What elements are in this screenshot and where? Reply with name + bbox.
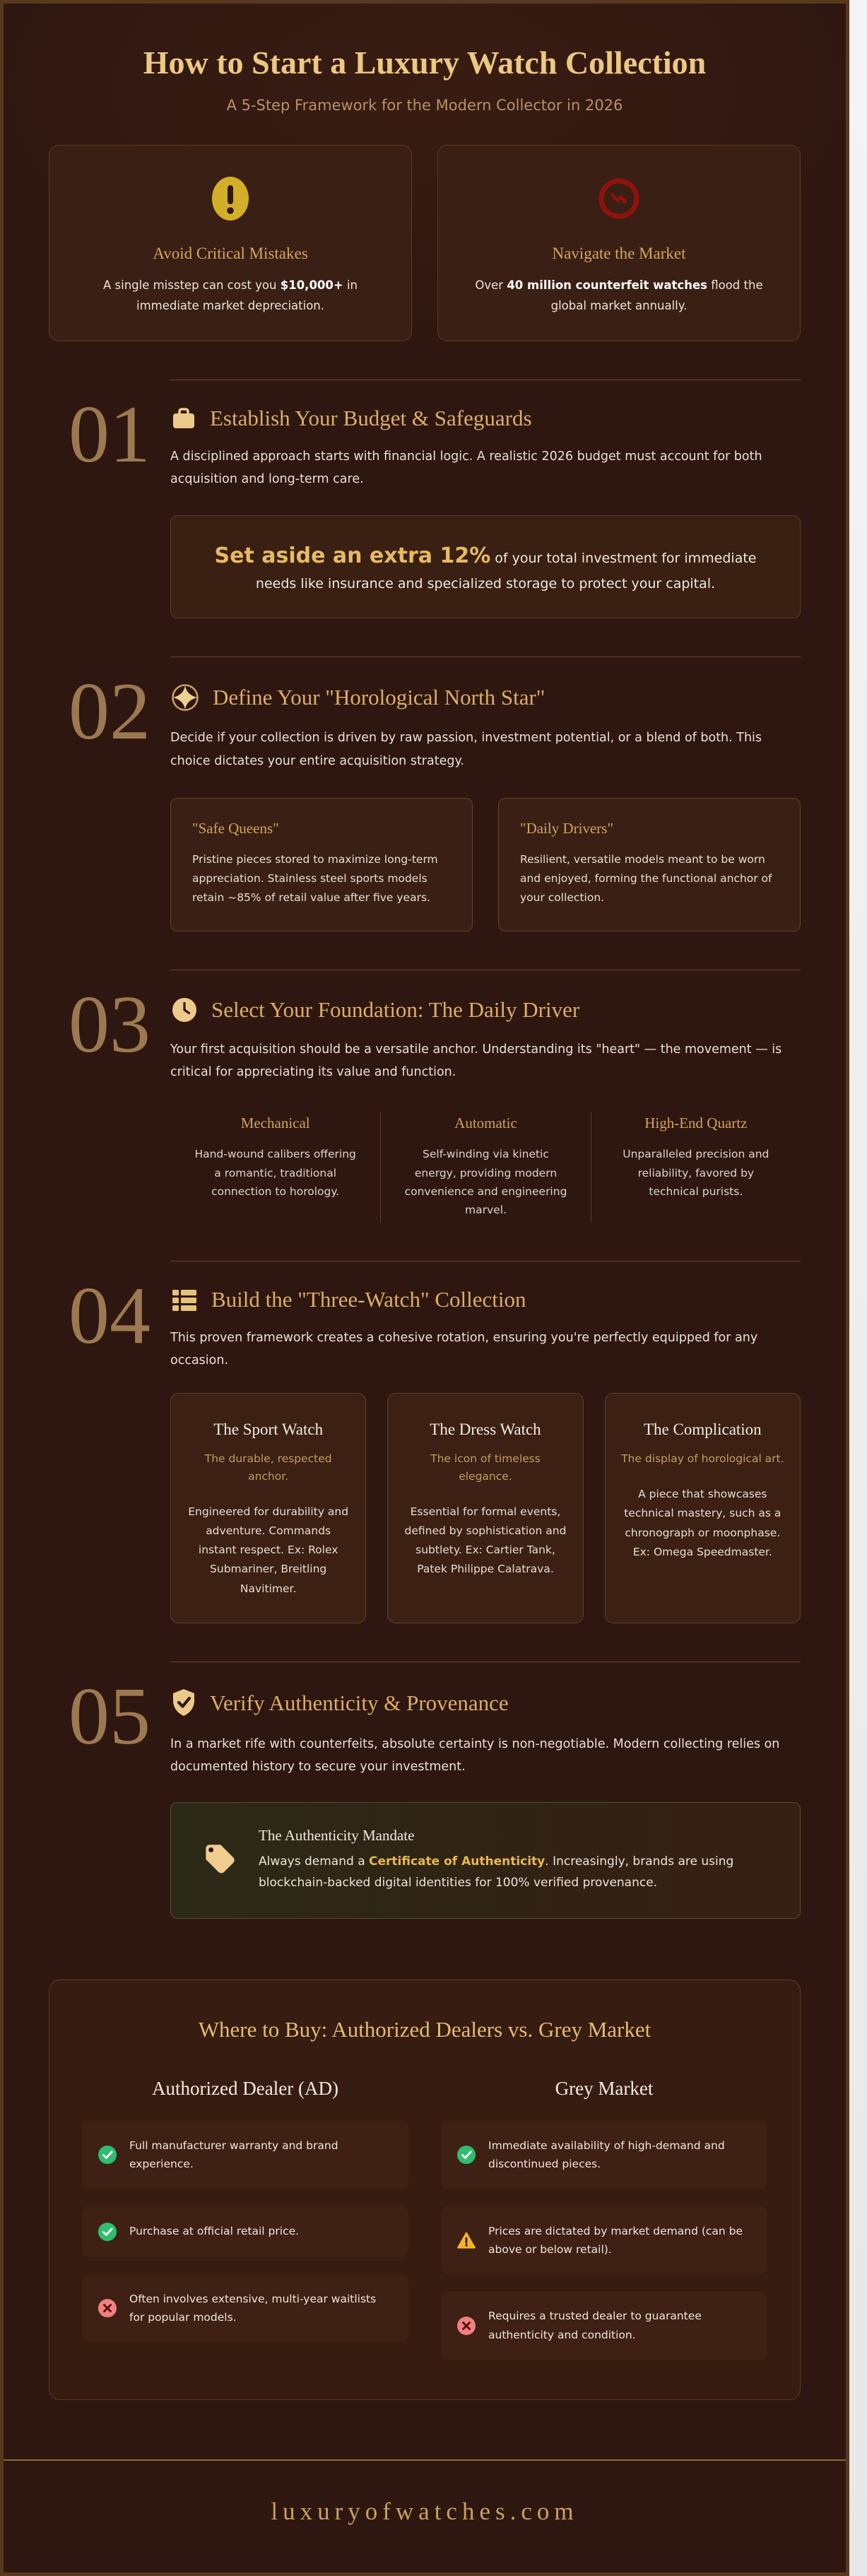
step-title: Verify Authenticity & Provenance — [210, 1690, 509, 1715]
card-title: "Safe Queens" — [192, 820, 279, 837]
daily-drivers-card — [498, 798, 801, 931]
cross-circle-icon — [456, 2316, 476, 2336]
intro-card-title: Avoid Critical Mistakes — [153, 245, 308, 263]
check-circle-icon — [98, 2222, 117, 2242]
page-title: How to Start a Luxury Watch Collection — [143, 45, 707, 81]
list-grid-icon — [170, 1287, 199, 1312]
intro-card-mistakes — [49, 145, 412, 341]
authorized-dealer-column — [82, 2078, 408, 2360]
clock-icon — [170, 996, 199, 1024]
card-body: Essential for formal events, defined by sophistication and subtlety. Ex: Cartier Tank, Patek Philippe Calatrava. — [404, 1505, 567, 1576]
exclamation-icon — [71, 171, 390, 226]
step-04 — [49, 1261, 801, 1623]
dress-watch-card — [387, 1393, 583, 1623]
list-item — [441, 2121, 767, 2189]
step-03 — [49, 970, 801, 1223]
card-title: "Daily Drivers" — [520, 820, 614, 837]
step-number: 02 — [69, 666, 151, 758]
cross-circle-icon — [98, 2298, 117, 2318]
column-title: Automatic — [454, 1114, 517, 1132]
card-title: The Dress Watch — [430, 1421, 541, 1439]
grey-market-column — [441, 2078, 767, 2360]
card-body: Resilient, versatile models meant to be worn and enjoyed, forming the functional anchor of your collection. — [520, 853, 772, 905]
step-description: Your first acquisition should be a versatile anchor. Understanding its "heart" — the movement — is critical for appreciating its value and function. — [170, 1042, 782, 1079]
card-body: Engineered for durability and adventure. Commands instant respect. Ex: Rolex Submariner, Breitling Navitimer. — [188, 1505, 349, 1595]
callout-highlight: Set aside an extra 12% — [214, 543, 491, 568]
step-description: In a market rife with counterfeits, absolute certainty is non-negotiable. Modern collecting relies on documented history to secure your investment. — [170, 1736, 780, 1775]
sport-watch-card — [170, 1393, 366, 1623]
list-item — [441, 2206, 767, 2275]
intro-card-body: A single misstep can cost you $10,000+ in immediate market depreciation. — [102, 278, 358, 312]
step-title: Select Your Foundation: The Daily Driver — [211, 996, 580, 1022]
card-title: The Sport Watch — [213, 1421, 324, 1439]
step-05 — [49, 1662, 801, 1919]
column-title: Mechanical — [240, 1114, 310, 1132]
warning-triangle-icon — [456, 2230, 476, 2250]
header — [49, 4, 801, 114]
step-description: A disciplined approach starts with financial logic. A realistic 2026 budget must account for both acquisition and long-term care. — [170, 449, 762, 487]
shield-check-icon — [170, 1688, 197, 1719]
mandate-body: Always demand a Certificate of Authenticity. Increasingly, brands are using blockchain-backed digital identities for 100% verified provenance. — [259, 1854, 734, 1890]
check-circle-icon — [98, 2145, 117, 2165]
intro-cards — [49, 145, 801, 341]
website-url: luxuryofwatches.com — [271, 2497, 579, 2525]
tag-icon — [199, 1840, 237, 1881]
list-item — [82, 2121, 408, 2189]
where-to-buy-card — [49, 1980, 801, 2400]
callout-text: of your total investment for immediate needs like insurance and specialized storage to protect your capital. — [255, 550, 757, 592]
trend-down-icon — [459, 171, 779, 226]
column-body: Self-winding via kinetic energy, providing modern convenience and engineering marvel. — [404, 1148, 567, 1217]
column-body: Hand-wound calibers offering a romantic, traditional connection to horology. — [194, 1148, 356, 1199]
briefcase-icon — [170, 406, 197, 431]
list-item — [82, 2274, 408, 2343]
step-description: Decide if your collection is driven by raw passion, investment potential, or a blend of both. This choice dictates your entire acquisition strategy. — [170, 731, 762, 768]
card-body: Pristine pieces stored to maximize long-term appreciation. Stainless steel sports models retain ~85% of retail value after five years. — [192, 853, 438, 905]
mandate-title: The Authenticity Mandate — [259, 1827, 415, 1845]
strategy-cards — [170, 798, 801, 931]
column-title: High-End Quartz — [644, 1114, 748, 1132]
step-title: Build the "Three-Watch" Collection — [211, 1286, 526, 1312]
card-subtitle: The durable, respected anchor. — [204, 1452, 332, 1483]
movement-quartz — [591, 1112, 801, 1222]
column-heading: Grey Market — [555, 2077, 654, 2099]
movement-columns — [170, 1112, 801, 1222]
step-01 — [49, 380, 801, 619]
step-number: 01 — [69, 389, 151, 480]
step-number: 05 — [69, 1671, 151, 1762]
complication-card — [605, 1393, 801, 1623]
compass-star-icon — [170, 683, 200, 712]
list-item-text: Prices are dictated by market demand (can be above or below retail). — [488, 2224, 743, 2256]
column-body: Unparalleled precision and reliability, favored by technical purists. — [623, 1148, 769, 1199]
budget-callout — [170, 515, 801, 619]
card-body: A piece that showcases technical mastery, such as a chronograph or moonphase. Ex: Omega Speedmaster. — [624, 1488, 782, 1558]
list-item-text: Purchase at official retail price. — [129, 2225, 300, 2238]
intro-card-body: Over 40 million counterfeit watches flood the global market annually. — [475, 278, 763, 312]
footer — [4, 2459, 846, 2572]
step-number: 03 — [69, 979, 151, 1070]
step-title: Define Your "Horological North Star" — [213, 685, 545, 710]
list-item-text: Often involves extensive, multi-year waitlists for popular models. — [129, 2292, 377, 2324]
step-description: This proven framework creates a cohesive rotation, ensuring you're perfectly equipped for any occasion. — [170, 1330, 758, 1368]
check-circle-icon — [456, 2145, 476, 2165]
authenticity-mandate — [170, 1802, 801, 1919]
movement-mechanical — [170, 1112, 380, 1222]
step-number: 04 — [69, 1270, 151, 1361]
card-title: The Complication — [643, 1421, 762, 1439]
list-item — [82, 2206, 408, 2257]
step-02 — [49, 657, 801, 931]
list-item-text: Requires a trusted dealer to guarantee authenticity and condition. — [488, 2310, 702, 2341]
intro-card-title: Navigate the Market — [552, 245, 686, 263]
page-subtitle: A 5-Step Framework for the Modern Collector in 2026 — [226, 97, 623, 114]
safe-queens-card — [170, 798, 473, 931]
list-item — [441, 2291, 767, 2360]
movement-automatic — [380, 1112, 590, 1222]
card-subtitle: The display of horological art. — [621, 1452, 784, 1466]
intro-card-market — [437, 145, 801, 341]
list-item-text: Full manufacturer warranty and brand experience. — [129, 2139, 338, 2171]
list-item-text: Immediate availability of high-demand and discontinued pieces. — [488, 2139, 725, 2171]
comparison-title: Where to Buy: Authorized Dealers vs. Grey Market — [198, 2016, 651, 2042]
step-title: Establish Your Budget & Safeguards — [210, 405, 532, 430]
card-subtitle: The icon of timeless elegance. — [430, 1452, 541, 1483]
three-watch-cards — [170, 1393, 801, 1623]
column-heading: Authorized Dealer (AD) — [152, 2077, 338, 2099]
